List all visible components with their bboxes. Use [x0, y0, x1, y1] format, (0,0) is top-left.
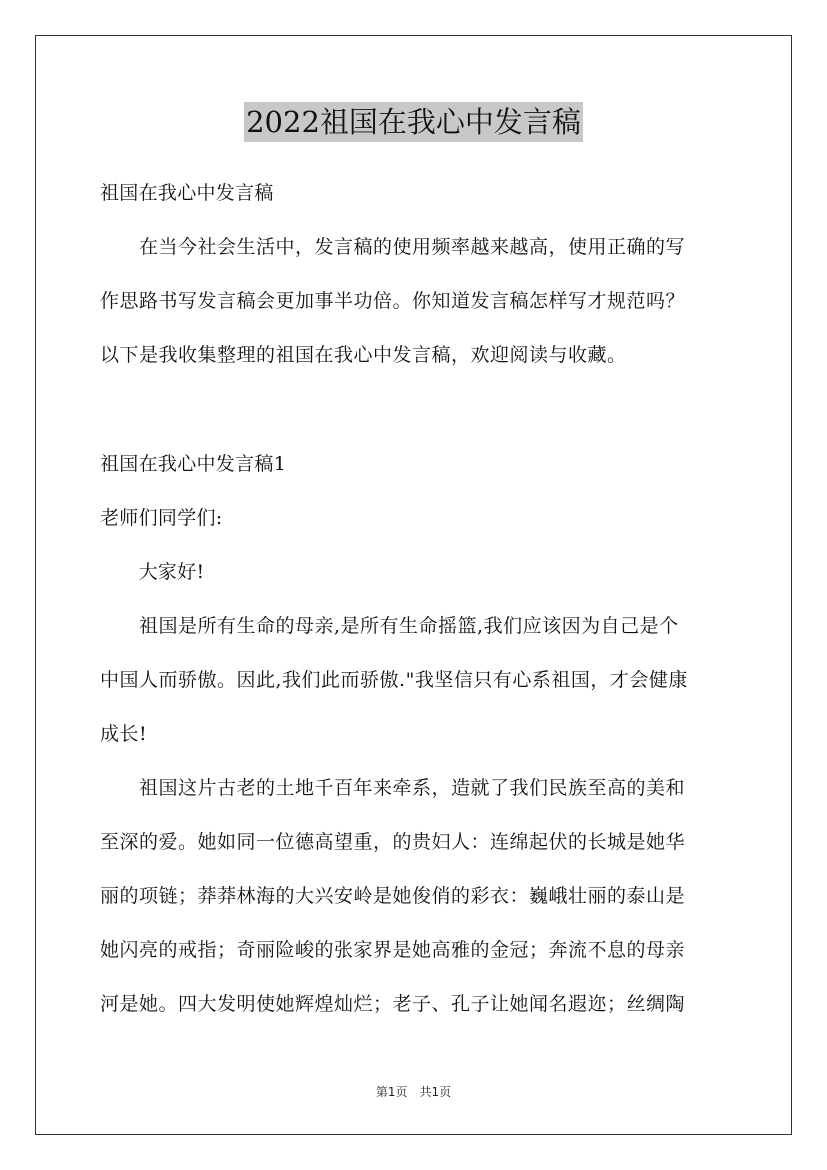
para2-line-2: 至深的爱。她如同一位德高望重，的贵妇人：连绵起伏的长城是她华	[100, 831, 686, 853]
intro-line-3: 以下是我收集整理的祖国在我心中发言稿，欢迎阅读与收藏。	[100, 344, 627, 366]
greeting: 大家好!	[100, 561, 205, 583]
para2-line-3: 丽的项链；莽莽林海的大兴安岭是她俊俏的彩衣：巍峨壮丽的泰山是	[100, 885, 686, 907]
subtitle: 祖国在我心中发言稿	[100, 182, 274, 204]
intro-line-1: 在当今社会生活中，发言稿的使用频率越来越高，使用正确的写	[100, 236, 686, 258]
para2-line-4: 她闪亮的戒指；奇丽险峻的张家界是她高雅的金冠；奔流不息的母亲	[100, 939, 686, 961]
intro-line-2: 作思路书写发言稿会更加事半功倍。你知道发言稿怎样写才规范吗？	[100, 290, 686, 312]
title-container	[0, 102, 827, 142]
document-title: 2022祖国在我心中发言稿	[244, 102, 583, 142]
para1-line-3: 成长!	[100, 723, 148, 745]
page-footer: 第1页 共1页	[375, 1085, 452, 1099]
salutation: 老师们同学们:	[100, 507, 223, 529]
para1-line-1: 祖国是所有生命的母亲,是所有生命摇篮,我们应该因为自己是个	[100, 615, 679, 637]
para1-line-2: 中国人而骄傲。因此,我们此而骄傲."我坚信只有心系祖国，才会健康	[100, 669, 688, 691]
para2-line-1: 祖国这片古老的土地千百年来牵系，造就了我们民族至高的美和	[100, 777, 686, 799]
section-heading: 祖国在我心中发言稿1	[100, 453, 287, 475]
para2-line-5: 河是她。四大发明使她辉煌灿烂；老子、孔子让她闻名遐迩；丝绸陶	[100, 993, 686, 1015]
